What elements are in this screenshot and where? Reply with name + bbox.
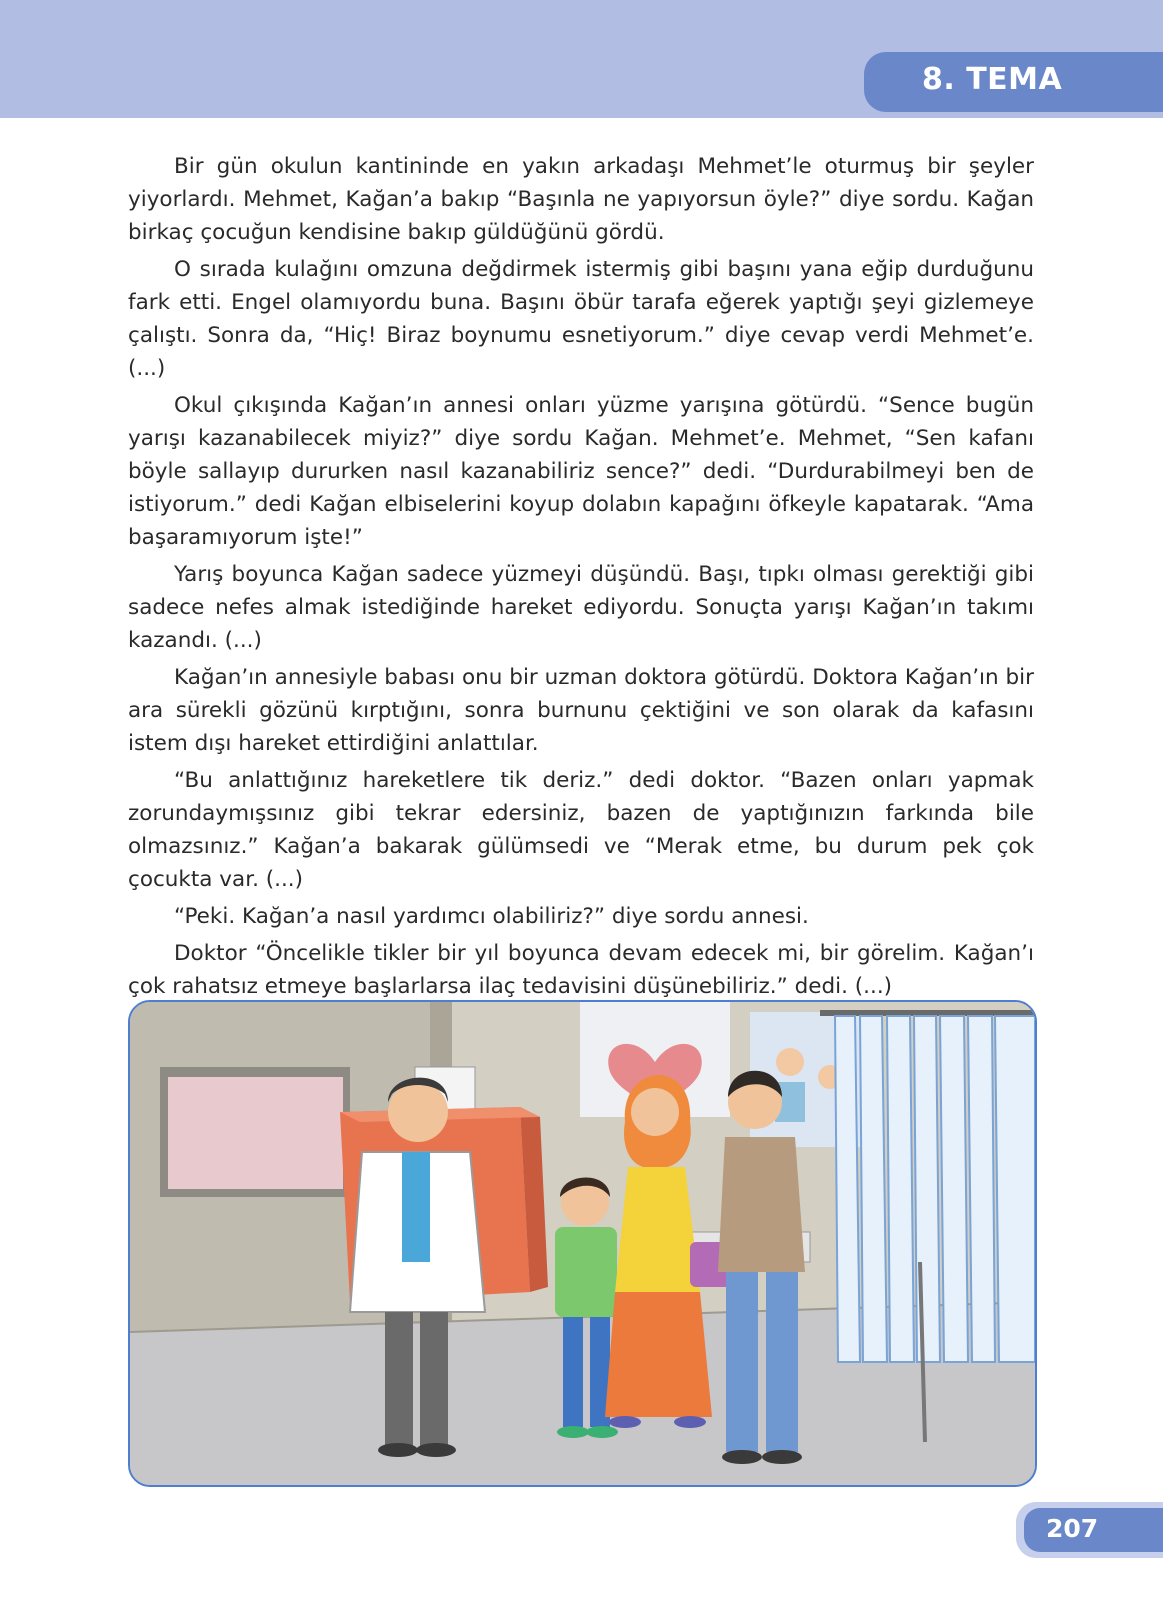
- story-paragraph-4: Yarış boyunca Kağan sadece yüzmeyi düşündü. Başı, tıpkı olması gerektiği gibi sadece nefes almak istediğinde hareket ediyordu. Sonuçta yarışı Kağan’ın takımı kazandı. (...): [128, 562, 1034, 653]
- story-paragraph-7: “Peki. Kağan’a nasıl yardımcı olabiliriz?” diye sordu annesi.: [174, 904, 809, 929]
- wall-lightbox: [168, 1077, 343, 1189]
- story-paragraph-5: Kağan’ın annesiyle babası onu bir uzman doktora götürdü. Doktora Kağan’ın bir ara sürekli gözünü kırptığını, sonra burnunu çektiğini ve son olarak da kafasını istem dışı hareket ettirdiğini anlattılar.: [128, 665, 1034, 756]
- curtain: [835, 1016, 1035, 1362]
- story-paragraph-6: “Bu anlattığınız hareketlere tik deriz.” dedi doktor. “Bazen onları yapmak zorundaymışsınız gibi tekrar edersiniz, bazen de yaptığınızın farkında bile olmazsınız.” Kağan’a bakarak gülümsedi ve “Merak etme, bu durum pek çok çocukta var. (...): [128, 768, 1034, 892]
- story-paragraph-1: Bir gün okulun kantininde en yakın arkadaşı Mehmet’le oturmuş bir şeyler yiyorlardı. Mehmet, Kağan’a bakıp “Başınla ne yapıyorsun öyle?” diye sordu. Kağan birkaç çocuğun kendisine bakıp güldüğünü gördü.: [128, 154, 1034, 245]
- page-number: 207: [1046, 1514, 1099, 1543]
- story-paragraph-2: O sırada kulağını omzuna değdirmek istermiş gibi başını yana eğip durduğunu fark etti. Engel olamıyordu buna. Başını öbür tarafa eğerek yaptığı şeyi gizlemeye çalıştı. Sonra da, “Hiç! Biraz boynumu esnetiyorum.” diye cevap verdi Mehmet’e. (...): [128, 257, 1034, 381]
- story-text: [128, 150, 1034, 1007]
- story-paragraph-8: Doktor “Öncelikle tikler bir yıl boyunca devam edecek mi, bir görelim. Kağan’ı çok rahatsız etmeye başlarlarsa ilaç tedavisini düşünebiliriz.” dedi. (...): [128, 941, 1034, 999]
- theme-label: 8. TEMA: [922, 62, 1063, 97]
- story-paragraph-3: Okul çıkışında Kağan’ın annesi onları yüzme yarışına götürdü. “Sence bugün yarışı kazanabilecek miyiz?” diye sordu Kağan. Mehmet’e. Mehmet, “Sen kafanı böyle sallayıp dururken nasıl kazanabiliriz sence?” dedi. “Durdurabilmeyi ben de istiyorum.” dedi Kağan elbiselerini koyup dolabın kapağını öfkeyle kapatarak. “Ama başaramıyorum işte!”: [128, 393, 1034, 550]
- doctor-office-illustration: [128, 1000, 1037, 1487]
